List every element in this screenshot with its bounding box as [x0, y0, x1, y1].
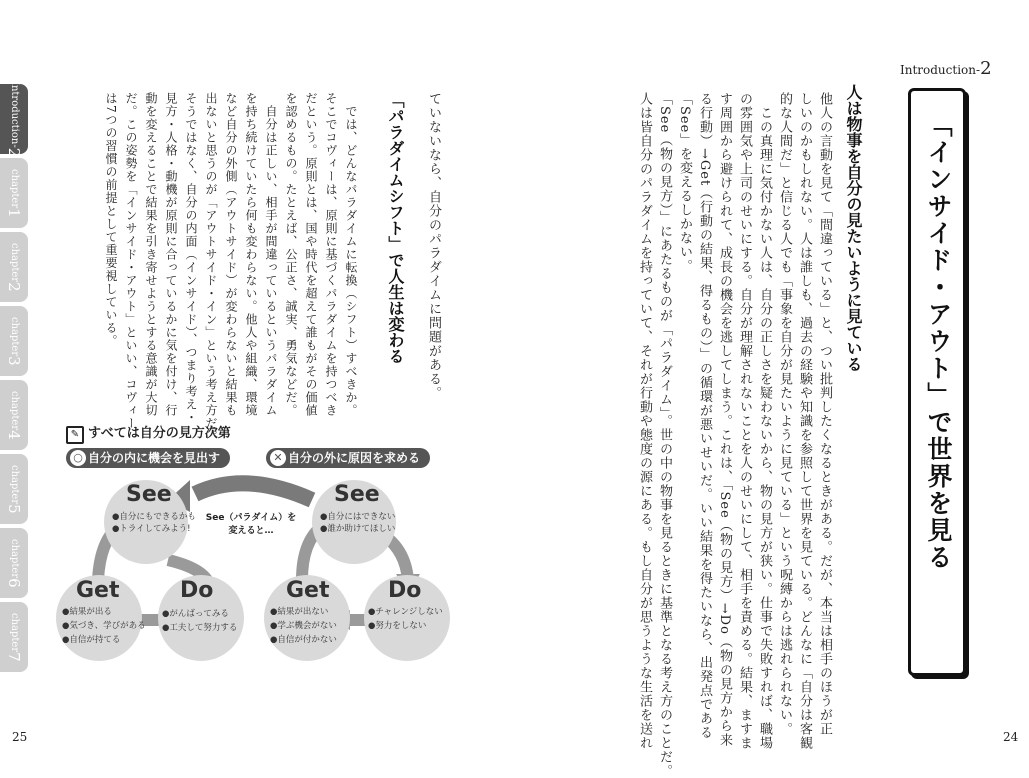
bad-do-line-1: ●チャレンジしない — [368, 607, 443, 617]
bad-do-title: Do — [388, 578, 422, 603]
right-body-text — [634, 92, 834, 778]
left-body-line: 見方・人格・動機が原則に合っているかに気を付け、行 — [164, 92, 178, 417]
left-body-line: など自分の外側（アウトサイド）が変わらないと結果も — [224, 92, 238, 417]
tab-number: 2 — [5, 147, 23, 158]
bad-see-line-1: ●自分にはできない — [320, 512, 396, 522]
tab-label-text: Introduction- — [9, 80, 20, 148]
right-pill-label: 自分の外に原因を求める — [288, 451, 421, 465]
good-do-line-2: ●工夫して努力する — [162, 623, 238, 633]
right-body-line: しいのかもしれない。人は誰しも、過去の経験や知識を参照して世界を見ている。どんなに「自分は客観 — [797, 92, 812, 750]
good-do-line-1: ●がんばってみる — [162, 609, 229, 619]
left-body-top — [423, 92, 443, 400]
good-see-line-2: ●トライしてみよう! — [112, 524, 191, 534]
left-pill — [66, 448, 230, 468]
tab-chapter-6[interactable] — [0, 528, 28, 598]
bad-get-line-3: ●自信が付かない — [270, 635, 337, 645]
tab-label — [5, 539, 23, 588]
tab-label-text: chapter — [9, 538, 20, 578]
tab-label — [5, 391, 23, 440]
good-get-line-2: ●気づき、学びがある — [62, 621, 146, 631]
page-title: 「インサイド・アウト」で世界を見る — [924, 112, 953, 571]
tab-label-text: chapter — [9, 316, 20, 356]
tab-label-text: chapter — [9, 464, 20, 504]
left-body-line: 自分は正しい、相手が間違っているというパラダイム — [264, 92, 278, 417]
bad-get-line-2: ●学ぶ機会がない — [270, 621, 337, 631]
tab-introduction[interactable] — [0, 80, 28, 158]
left-body-line: では、どんなパラダイムに転換（シフト）すべきか。 — [344, 92, 358, 417]
section-label-text: Introduction- — [900, 63, 981, 77]
good-see-line-1: ●自分にもできるかも — [112, 512, 196, 522]
tab-chapter-2[interactable] — [0, 232, 28, 302]
tab-number: 3 — [5, 355, 23, 366]
center-label-line-2: 変えると… — [228, 526, 274, 536]
left-body-line: 出ないと思うのが「アウトサイド・イン」という考え方だ。 — [204, 92, 218, 443]
left-body-line: そうではなく、自分の内面（インサイド）、つまり考え・ — [184, 92, 198, 424]
right-body-line: 的な人間だ」と信じる人でも「事象を自分が見たいように見ている」という呪縛からは逃れられない。 — [777, 92, 792, 736]
left-heading: 「パラダイムシフト」で人生は変わる — [386, 92, 405, 364]
left-body-top-line: ていないなら、自分のパラダイムに問題がある。 — [426, 92, 441, 400]
right-heading: 人は物事を自分の見たいように見ている — [844, 84, 863, 372]
tab-number: 2 — [5, 281, 23, 292]
section-label — [900, 58, 992, 79]
pencil-icon: ✎ — [66, 426, 84, 444]
right-body-line: 「See（物の見方）」にあたるものが「パラダイム」。世の中の物事を見るときに基準となる考え方のことだ。 — [657, 92, 672, 778]
tab-label-text: chapter — [9, 168, 20, 208]
tab-chapter-3[interactable] — [0, 306, 28, 376]
cross-icon: ✕ — [270, 450, 286, 466]
right-pill — [266, 448, 430, 468]
right-body-line: 「See」を変えるしかない。 — [677, 92, 692, 274]
good-get-title: Get — [76, 578, 120, 603]
bad-see-title: See — [334, 482, 380, 507]
tab-label-text: chapter — [9, 612, 20, 652]
left-body-line: だ。この姿勢を「インサイド・アウト」といい、コヴィー — [124, 92, 138, 430]
right-body-line: す周囲から避けられて、成長の機会を逃してしまう。これは、「See（物の見方）→Do（物の見方から来 — [717, 92, 732, 747]
good-do-title: Do — [180, 578, 214, 603]
left-pill-label: 自分の内に機会を見出す — [88, 451, 221, 465]
diagram-heading-text: すべては自分の見方次第 — [88, 426, 231, 441]
tab-number: 4 — [5, 429, 23, 440]
page-number-right: 24 — [1003, 730, 1019, 744]
center-label-line-1: See（パラダイム）を — [205, 513, 297, 523]
circle-icon: ○ — [70, 450, 86, 466]
right-body-line: の雰囲気や上司のせいにする。自分が理解されないことを人のせいにして、相手を責める。結果、ますま — [737, 92, 752, 750]
diagram-heading — [66, 422, 231, 444]
tab-label — [5, 317, 23, 366]
tab-number: 7 — [5, 651, 23, 662]
tab-label — [5, 169, 23, 218]
section-label-number: 2 — [980, 58, 992, 79]
tab-label — [5, 465, 23, 514]
tab-number: 1 — [5, 207, 23, 218]
good-get-line-1: ●結果が出る — [62, 607, 112, 617]
tab-number: 6 — [5, 577, 23, 588]
left-body-line: だという。原則とは、国や時代を超えて誰もがその価値 — [304, 92, 318, 417]
tab-chapter-4[interactable] — [0, 380, 28, 450]
tab-chapter-7[interactable] — [0, 602, 28, 672]
bad-get-title: Get — [286, 578, 330, 603]
left-body-line: を持ち続けていたら何も変わらない。他人や組織、環境 — [244, 92, 258, 417]
page-number-left: 25 — [12, 730, 28, 744]
tab-chapter-1[interactable] — [0, 158, 28, 228]
good-see-title: See — [126, 482, 172, 507]
tab-label — [5, 613, 23, 662]
tab-label — [5, 243, 23, 292]
right-body-line: る行動）→Get（行動の結果、得るもの）」の循環が悪いせいだ。いい結果を得たいなら、出発点である — [697, 92, 712, 740]
bad-get-line-1: ●結果が出ない — [270, 607, 329, 617]
good-get-line-3: ●自信が持てる — [62, 635, 121, 645]
tab-number: 5 — [5, 503, 23, 514]
tab-label-text: chapter — [9, 390, 20, 430]
tab-label-text: chapter — [9, 242, 20, 282]
right-body-line: 人は皆自分のパラダイムを持っていて、それが行動や態度の源にある。もし自分が思うような生活を送れ — [637, 92, 652, 750]
bad-see-line-2: ●誰か助けてほしい — [320, 524, 396, 534]
left-body-line: は7つの習慣の前提として重要視している。 — [104, 92, 118, 348]
left-body-line: そこでコヴィーは、原則に基づくパラダイムを持つべき — [324, 92, 338, 417]
tab-chapter-5[interactable] — [0, 454, 28, 524]
tab-label — [5, 81, 23, 157]
center-label — [196, 510, 306, 536]
left-body-line: を認めるもの。たとえば、公正さ、誠実、勇気などだ。 — [284, 92, 298, 417]
right-body-line: 他人の言動を見て「間違っている」と、つい批判したくなるときがある。だが、本当は相手のほうが正 — [817, 92, 832, 736]
right-body-line: この真理に気付かない人は、自分の正しさを疑わないから、物の見方が狭い。仕事で失敗すれば、職場 — [757, 92, 772, 750]
left-body-line: 動を変えることで結果を引き寄せようとする意識が大切 — [144, 92, 158, 417]
bad-do-line-2: ●努力をしない — [368, 621, 427, 631]
